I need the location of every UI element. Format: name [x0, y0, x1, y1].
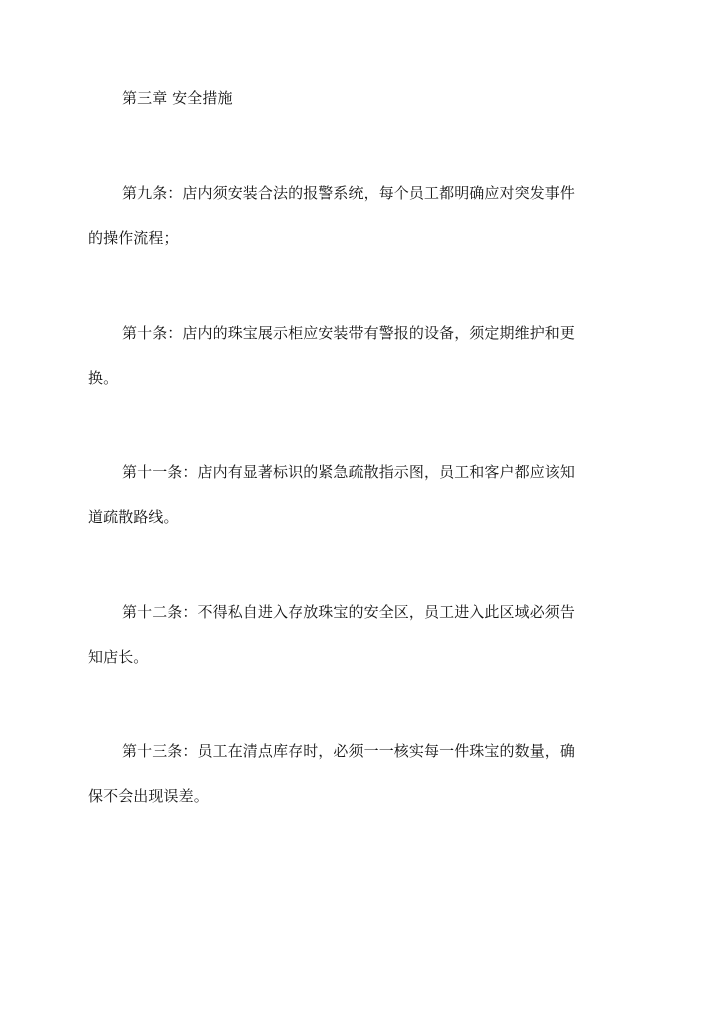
article-12-line-2: 知店长。 [88, 648, 149, 666]
article-11-line-1: 第十一条：店内有显著标识的紧急疏散指示图，员工和客户都应该知 [122, 463, 576, 481]
article-10-line-2: 换。 [88, 369, 119, 387]
article-13-line-2: 保不会出现误差。 [88, 787, 209, 805]
chapter-heading: 第三章 安全措施 [122, 89, 233, 107]
article-9-line-1: 第九条：店内须安装合法的报警系统，每个员工都明确应对突发事件 [122, 184, 576, 202]
article-10-line-1: 第十条：店内的珠宝展示柜应安装带有警报的设备，须定期维护和更 [122, 324, 576, 342]
article-9-line-2: 的操作流程； [88, 229, 179, 247]
article-11-line-2: 道疏散路线。 [88, 508, 179, 526]
article-12-line-1: 第十二条：不得私自进入存放珠宝的安全区，员工进入此区域必须告 [122, 603, 576, 621]
article-13-line-1: 第十三条：员工在清点库存时，必须一一核实每一件珠宝的数量，确 [122, 742, 576, 760]
